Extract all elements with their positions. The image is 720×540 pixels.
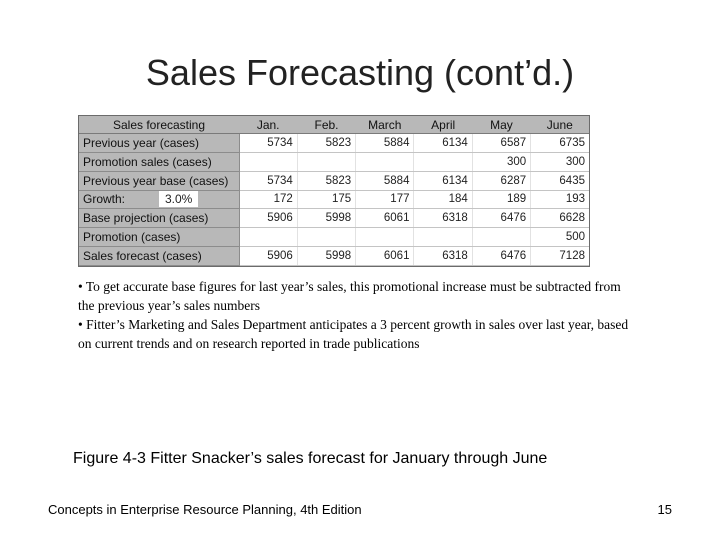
table-cell: 5823: [297, 134, 355, 153]
table-cell: 5998: [297, 209, 355, 228]
row-label: Previous year base (cases): [79, 171, 239, 190]
table-cell: [356, 228, 414, 247]
column-header: June: [531, 116, 589, 134]
row-label: Promotion sales (cases): [79, 152, 239, 171]
table-cell: [297, 152, 355, 171]
row-label: Previous year (cases): [79, 134, 239, 153]
table-cell: 6435: [531, 171, 589, 190]
table-row: [79, 228, 589, 247]
table-row: [79, 209, 589, 228]
table-cell: 193: [531, 190, 589, 209]
table-cell: 5998: [297, 247, 355, 266]
bullet-notes: [78, 277, 638, 353]
growth-rate-value: 3.0%: [159, 191, 198, 207]
column-header: May: [472, 116, 530, 134]
column-header: March: [356, 116, 414, 134]
table-cell: 177: [356, 190, 414, 209]
table-cell: 6134: [414, 134, 472, 153]
table-cell: 5734: [239, 171, 297, 190]
row-label: Base projection (cases): [79, 209, 239, 228]
table-cell: 6318: [414, 247, 472, 266]
header-row: [79, 116, 589, 134]
table-cell: 7128: [531, 247, 589, 266]
table-cell: [239, 152, 297, 171]
bullet-item: • To get accurate base figures for last year’s sales, this promotional increase must be subtracted from the previous year’s sales numbers: [78, 279, 621, 313]
table-cell: [414, 152, 472, 171]
table-cell: 6134: [414, 171, 472, 190]
slide-title: Sales Forecasting (cont’d.): [145, 52, 575, 93]
table-cell: [472, 228, 530, 247]
table-cell: [239, 228, 297, 247]
table-cell: 6476: [472, 247, 530, 266]
forecast-grid: [79, 116, 589, 266]
table-row: [79, 152, 589, 171]
table-cell: 6061: [356, 247, 414, 266]
table-cell: 5906: [239, 209, 297, 228]
bullet-item: • Fitter’s Marketing and Sales Department anticipates a 3 percent growth in sales over last year, based on current trends and on research reported in trade publications: [78, 317, 629, 351]
table-cell: [356, 152, 414, 171]
row-label: Promotion (cases): [79, 228, 239, 247]
column-header: Sales forecasting: [79, 116, 239, 134]
table-cell: 5884: [356, 171, 414, 190]
table-cell: 175: [297, 190, 355, 209]
table-cell: 184: [414, 190, 472, 209]
table-cell: 6318: [414, 209, 472, 228]
table-cell: 6587: [472, 134, 530, 153]
table-cell: [297, 228, 355, 247]
table-cell: 6061: [356, 209, 414, 228]
footer-book-title: Concepts in Enterprise Resource Planning, 4th Edition: [48, 502, 362, 517]
table-cell: 300: [531, 152, 589, 171]
column-header: Feb.: [297, 116, 355, 134]
column-header: April: [414, 116, 472, 134]
figure-caption: Figure 4-3 Fitter Snacker’s sales forecast for January through June: [73, 450, 548, 467]
table-cell: 5734: [239, 134, 297, 153]
growth-row-label: [79, 190, 239, 209]
table-cell: 5823: [297, 171, 355, 190]
row-label: Sales forecast (cases): [79, 247, 239, 266]
table-cell: 172: [239, 190, 297, 209]
table-cell: 189: [472, 190, 530, 209]
page-number: 15: [657, 502, 672, 517]
column-header: Jan.: [239, 116, 297, 134]
table-cell: 500: [531, 228, 589, 247]
table-row: [79, 247, 589, 266]
table-cell: 300: [472, 152, 530, 171]
table-cell: 5906: [239, 247, 297, 266]
sales-forecast-table: [78, 115, 590, 267]
table-row: [79, 134, 589, 153]
table-row: [79, 171, 589, 190]
table-cell: 6287: [472, 171, 530, 190]
table-row: [79, 190, 589, 209]
table-cell: 6476: [472, 209, 530, 228]
row-label: Growth:: [83, 192, 126, 207]
table-cell: 6735: [531, 134, 589, 153]
table-cell: 6628: [531, 209, 589, 228]
table-cell: [414, 228, 472, 247]
table-cell: 5884: [356, 134, 414, 153]
